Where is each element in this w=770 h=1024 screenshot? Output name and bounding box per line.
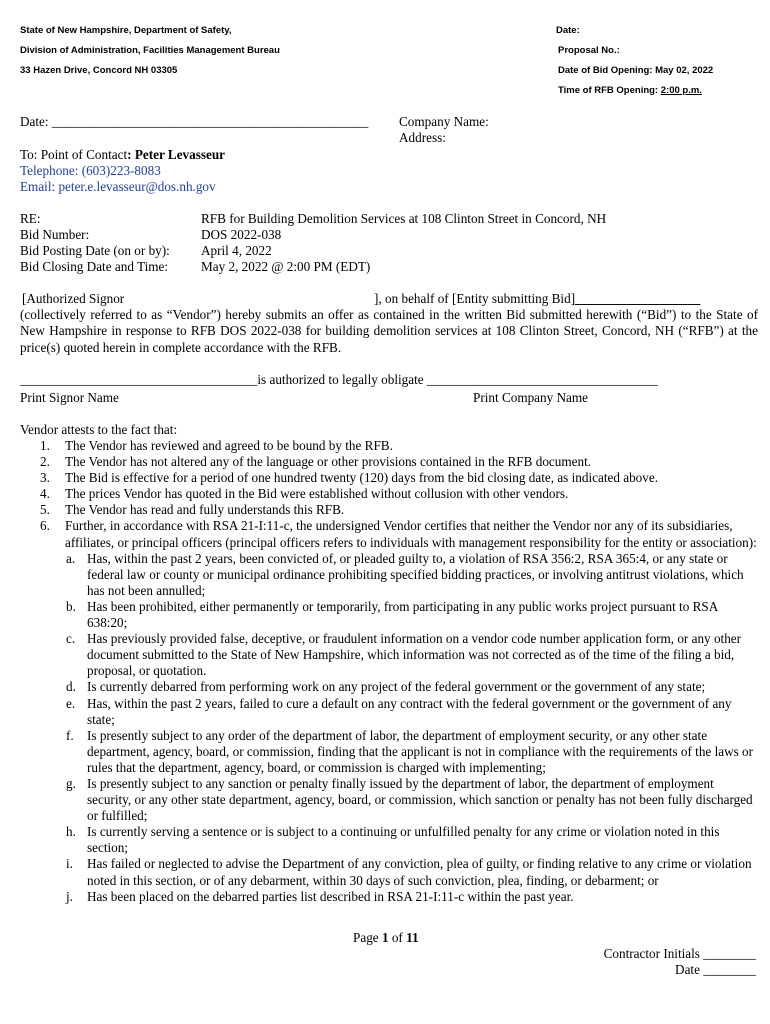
list-item [20, 486, 758, 502]
contact-label: To: Point of Contact [20, 147, 128, 162]
posting-date-value: April 4, 2022 [201, 243, 272, 258]
offer-paragraph [20, 291, 758, 356]
authorized-signor-field[interactable]: [Authorized Signor [22, 291, 125, 306]
sub-item-text: Has been placed on the debarred parties list described in RSA 21-I:11-c within the past year. [87, 888, 574, 904]
item-text: Further, in accordance with RSA 21-I:11-c, the undersigned Vendor certifies that neither the Vendor nor any of its subsidiaries, affiliates, or principal officers (principal officers refers to individuals with management responsibility for the entity or association): [65, 518, 757, 550]
sub-list-item [20, 728, 758, 776]
point-of-contact [20, 147, 225, 163]
contact-name: : Peter Levasseur [127, 147, 226, 162]
signature-line[interactable]: ____________________________________is authorized to legally obligate ___________________________________ [20, 372, 658, 387]
item-text: The prices Vendor has quoted in the Bid were established without collusion with other vendors. [65, 486, 569, 502]
company-name-label: Company Name: [399, 114, 489, 129]
address-label: Address: [399, 130, 446, 145]
of-word: of [388, 930, 407, 945]
entity-text: ], on behalf of [Entity submitting Bid] [374, 291, 576, 306]
print-signor-label: Print Signor Name [20, 390, 119, 405]
posting-date-label: Bid Posting Date (on or by): [20, 243, 170, 258]
bid-opening-date: Date of Bid Opening: May 02, 2022 [558, 65, 714, 76]
sub-item-text: Is presently subject to any sanction or penalty finally issued by the department of labor, the department of employment security, or any other state department, agency, board, or commission, which sanction or penalty has not been fully discharged or fulfilled; [87, 775, 753, 824]
sub-item-text: Has been prohibited, either permanently or temporarily, from participating in any public works project pursuant to RSA 638:20; [87, 598, 718, 631]
page-total: 11 [406, 930, 419, 945]
contact-email[interactable]: Email: peter.e.levasseur@dos.nh.gov [20, 179, 216, 194]
sub-item-letter: c. [66, 631, 76, 647]
list-item [20, 438, 758, 454]
page-number [353, 930, 419, 946]
list-item [20, 518, 758, 550]
offer-body: (collectively referred to as “Vendor”) hereby submits an offer as contained in the written Bid submitted herewith (“Bid”) to the State of New Hampshire in response to RFB DOS 2022-038 for building demolition services at 108 Clinton Street, Concord, NH (“RFB”) at the price(s) quoted herein in complete accordance with the RFB. [20, 307, 758, 355]
sub-item-letter: d. [66, 679, 76, 695]
entity-field-label [374, 291, 700, 307]
item-text: The Vendor has read and fully understands this RFB. [65, 502, 345, 518]
item-text: The Vendor has reviewed and agreed to be bound by the RFB. [65, 438, 393, 453]
attest-intro: Vendor attests to the fact that: [20, 422, 178, 437]
sub-item-text: Is presently subject to any order of the department of labor, the department of employment security, or any other state department, agency, board, or commission, finding that the applicant is not in compliance with the requirements of the laws or rules that the department, agency, board, or commission is charged with implementing; [87, 727, 754, 775]
sub-list-item [20, 824, 758, 856]
item-text: The Bid is effective for a period of one hundred twenty (120) days from the bid closing date, as indicated above. [65, 470, 659, 486]
sub-list-item [20, 679, 758, 695]
rfb-time-label: Time of RFB Opening: [558, 85, 661, 96]
sub-list-item [20, 696, 758, 728]
list-item [20, 502, 758, 518]
sub-item-letter: j. [66, 888, 73, 904]
sub-list-item [20, 856, 758, 888]
list-item [20, 470, 758, 486]
contractor-initials[interactable]: Contractor Initials ________ [603, 946, 756, 961]
re-value: RFB for Building Demolition Services at 108 Clinton Street in Concord, NH [201, 211, 607, 226]
entity-blank[interactable]: ___________________ [575, 291, 701, 306]
agency-address: 33 Hazen Drive, Concord NH 03305 [20, 65, 178, 76]
sub-list-item [20, 599, 758, 631]
contact-telephone: Telephone: (603)223-8083 [20, 163, 161, 178]
item-number: 2. [40, 454, 50, 470]
sub-item-letter: h. [66, 824, 76, 840]
item-number: 3. [40, 470, 50, 486]
re-label: RE: [20, 211, 41, 226]
list-item [20, 454, 758, 470]
rfb-time-value: 2:00 p.m. [660, 85, 702, 96]
sub-item-text: Has failed or neglected to advise the Department of any conviction, plea of guilty, or finding relative to any crime or violation noted in this section, or of any debarment, within 30 days of such conviction, plea, finding, or debarment; or [87, 856, 752, 888]
item-number: 5. [40, 502, 50, 518]
sub-item-letter: b. [66, 598, 76, 614]
bid-number-label: Bid Number: [20, 227, 90, 242]
agency-name: State of New Hampshire, Department of Safety, [20, 25, 232, 36]
sub-list-item [20, 631, 758, 679]
closing-date-value: May 2, 2022 @ 2:00 PM (EDT) [201, 259, 371, 274]
proposal-no-label: Proposal No.: [558, 45, 620, 56]
sub-item-letter: a. [66, 550, 76, 566]
sub-item-text: Has previously provided false, deceptive, or fraudulent information on a vendor code number application form, or any other document submitted to the State of New Hampshire, which information was not corrected as of the time of the filing a bid, proposal, or quotation. [87, 631, 742, 679]
sub-item-text: Is currently serving a sentence or is subject to a continuing or unfulfilled penalty for any crime or violation noted in this section; [87, 824, 720, 856]
item-number: 4. [40, 486, 50, 502]
bid-number-value: DOS 2022-038 [201, 227, 282, 242]
footer-date[interactable]: Date ________ [675, 962, 756, 977]
division-name: Division of Administration, Facilities Management Bureau [20, 45, 280, 56]
item-number: 1. [40, 438, 50, 453]
header-date-label: Date: [556, 25, 580, 36]
sub-item-letter: e. [66, 695, 76, 711]
print-company-label: Print Company Name [473, 390, 589, 405]
sub-list-item [20, 776, 758, 824]
sub-list-item [20, 551, 758, 599]
sub-list-item [20, 889, 758, 905]
sub-item-letter: g. [66, 775, 76, 791]
page-current: 1 [381, 930, 389, 945]
sub-item-text: Has, within the past 2 years, been convicted of, or pleaded guilty to, a violation of RSA 356:2, RSA 365:4, or any state or federal law or county or municipal ordinance prohibiting specified bidding practices, or involving antitrust violations, which has not been annulled; [87, 550, 744, 598]
item-text: The Vendor has not altered any of the language or other provisions contained in the RFB document. [65, 454, 592, 470]
sub-item-letter: f. [66, 727, 74, 743]
sub-item-text: Is currently debarred from performing work on any project of the federal government or the government of any state; [87, 679, 706, 695]
closing-date-label: Bid Closing Date and Time: [20, 259, 169, 274]
page-word: Page [353, 930, 382, 945]
attestation-list [20, 438, 758, 905]
date-field-line[interactable]: Date: ________________________________________________ [20, 114, 369, 129]
sub-item-letter: i. [66, 856, 73, 872]
rfb-opening-time [558, 85, 702, 96]
sub-item-text: Has, within the past 2 years, failed to cure a default on any contract with the federal government or the government of any state; [87, 695, 732, 727]
item-number: 6. [40, 518, 50, 534]
